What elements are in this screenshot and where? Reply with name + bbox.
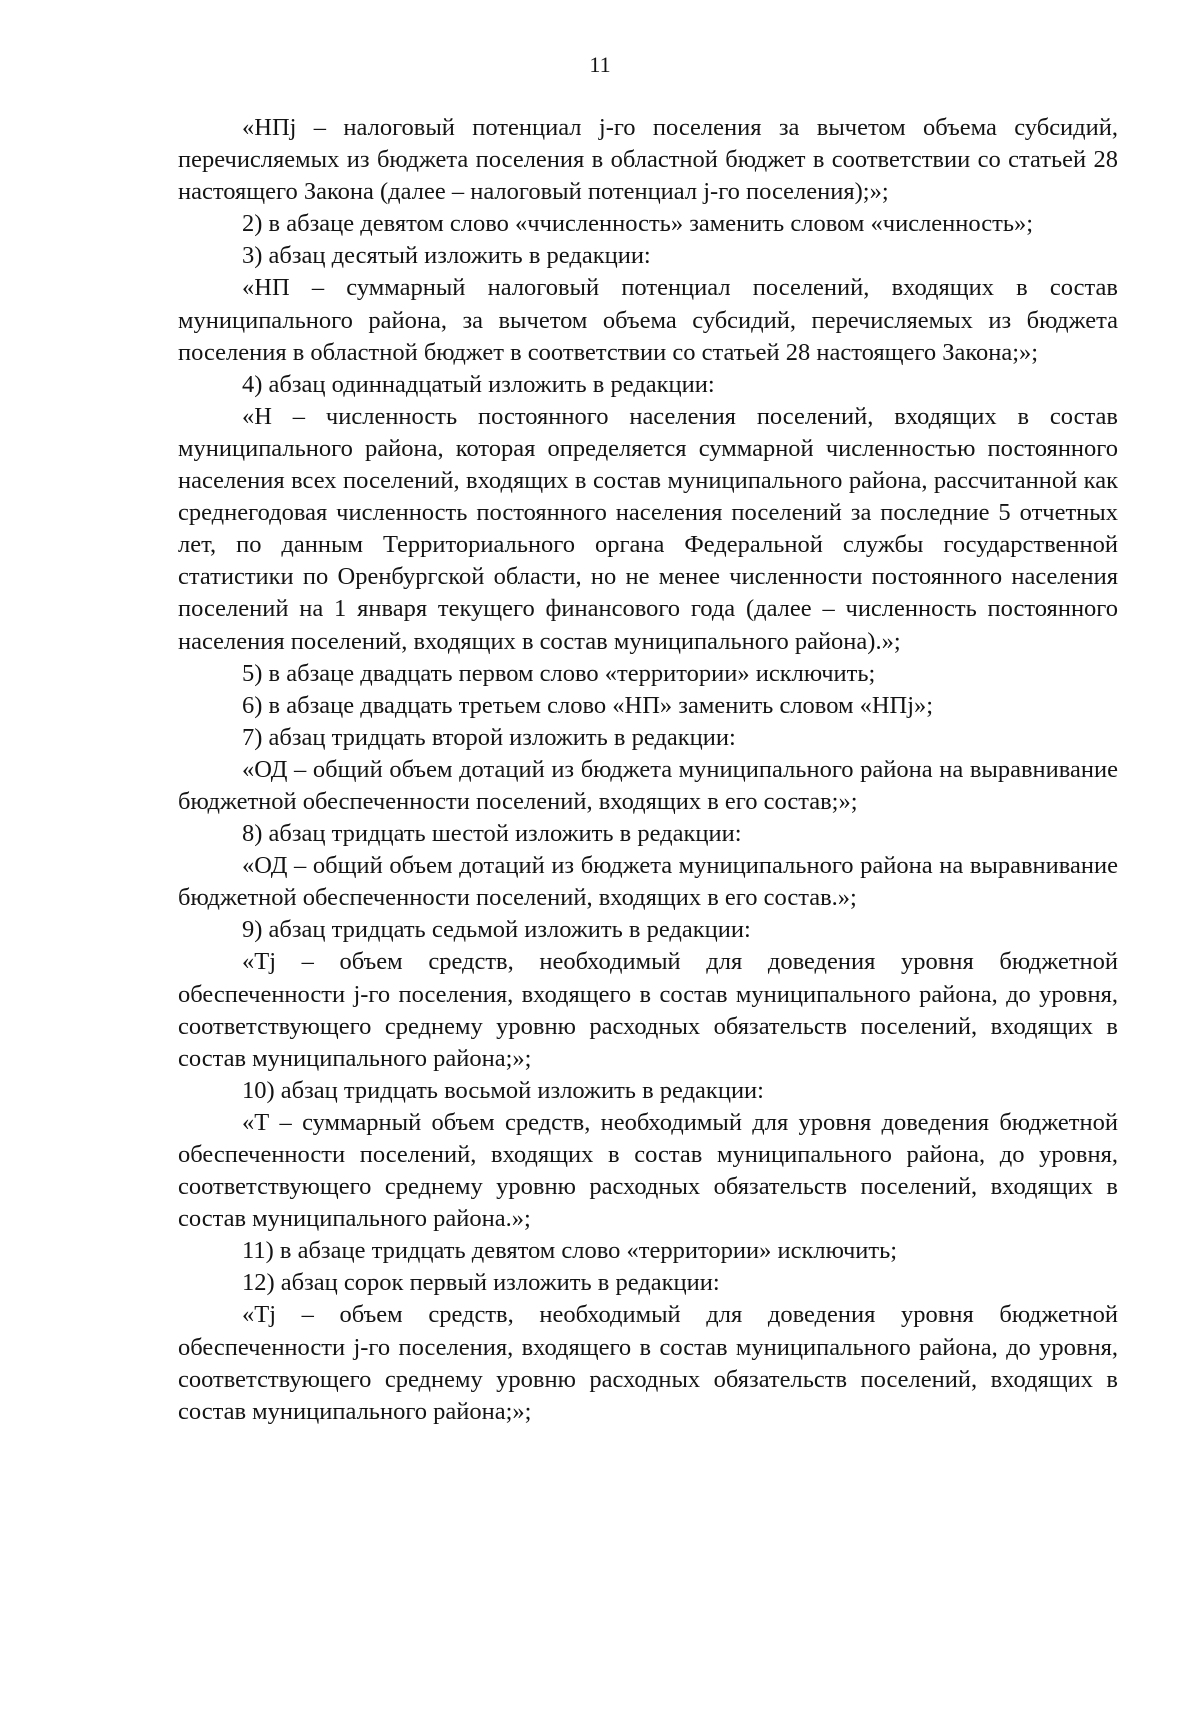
paragraph: «Тj – объем средств, необходимый для доведения уровня бюджетной обеспеченности j-го поселения, входящего в состав муниципального района, до уровня, соответствующего среднему уровню расходных обязательств поселений, входящих в состав муниципального района;»; — [178, 1301, 1118, 1425]
paragraph: 5) в абзаце двадцать первом слово «территории» исключить; — [242, 659, 876, 687]
paragraph: «Т – суммарный объем средств, необходимый для уровня доведения бюджетной обеспеченности поселений, входящих в состав муниципального района, до уровня, соответствующего среднему уровню расходных обязательств поселений, входящих в состав муниципального района.»; — [178, 1108, 1118, 1233]
paragraph: «НПj – налоговый потенциал j-го поселения за вычетом объема субсидий, перечисляемых из бюджета поселения в областной бюджет в соответствии со статьей 28 настоящего Закона (далее – налоговый потенциал j-го поселения);»; — [178, 114, 1118, 206]
paragraph: 3) абзац десятый изложить в редакции: — [242, 242, 651, 270]
document-body — [178, 112, 1118, 1428]
paragraph: 10) абзац тридцать восьмой изложить в редакции: — [242, 1076, 764, 1104]
paragraph: 2) в абзаце девятом слово «ччисленность» заменить словом «численность»; — [242, 210, 1034, 238]
paragraph: 12) абзац сорок первый изложить в редакции: — [242, 1269, 720, 1297]
page-number: 11 — [589, 52, 611, 77]
paragraph: «ОД – общий объем дотаций из бюджета муниципального района на выравнивание бюджетной обеспеченности поселений, входящих в его состав.»; — [178, 852, 1118, 912]
paragraph: 7) абзац тридцать второй изложить в редакции: — [242, 723, 736, 751]
paragraph: «Н – численность постоянного населения поселений, входящих в состав муниципального района, которая определяется суммарной численностью постоянного населения всех поселений, входящих в состав муниципального района, рассчитанной как среднегодовая численность постоянного населения поселений за последние 5 отчетных лет, по данным Территориального органа Федеральной службы государственной статистики по Оренбургской области, но не менее численности постоянного населения поселений на 1 января текущего финансового года (далее – численность постоянного населения поселений, входящих в состав муниципального района).»; — [178, 402, 1118, 655]
paragraph: 9) абзац тридцать седьмой изложить в редакции: — [242, 916, 751, 944]
paragraph: «Тj – объем средств, необходимый для доведения уровня бюджетной обеспеченности j-го поселения, входящего в состав муниципального района, до уровня, соответствующего среднему уровню расходных обязательств поселений, входящих в состав муниципального района;»; — [178, 948, 1118, 1072]
paragraph: 11) в абзаце тридцать девятом слово «территории» исключить; — [242, 1237, 898, 1265]
paragraph: 8) абзац тридцать шестой изложить в редакции: — [242, 820, 742, 848]
paragraph: 6) в абзаце двадцать третьем слово «НП» заменить словом «НПj»; — [242, 691, 934, 719]
paragraph: «НП – суммарный налоговый потенциал поселений, входящих в состав муниципального района, за вычетом объема субсидий, перечисляемых из бюджета поселения в областной бюджет в соответствии со статьей 28 настоящего Закона;»; — [178, 274, 1118, 366]
paragraph: 4) абзац одиннадцатый изложить в редакции: — [242, 370, 715, 398]
paragraph: «ОД – общий объем дотаций из бюджета муниципального района на выравнивание бюджетной обеспеченности поселений, входящих в его состав;»; — [178, 755, 1118, 815]
